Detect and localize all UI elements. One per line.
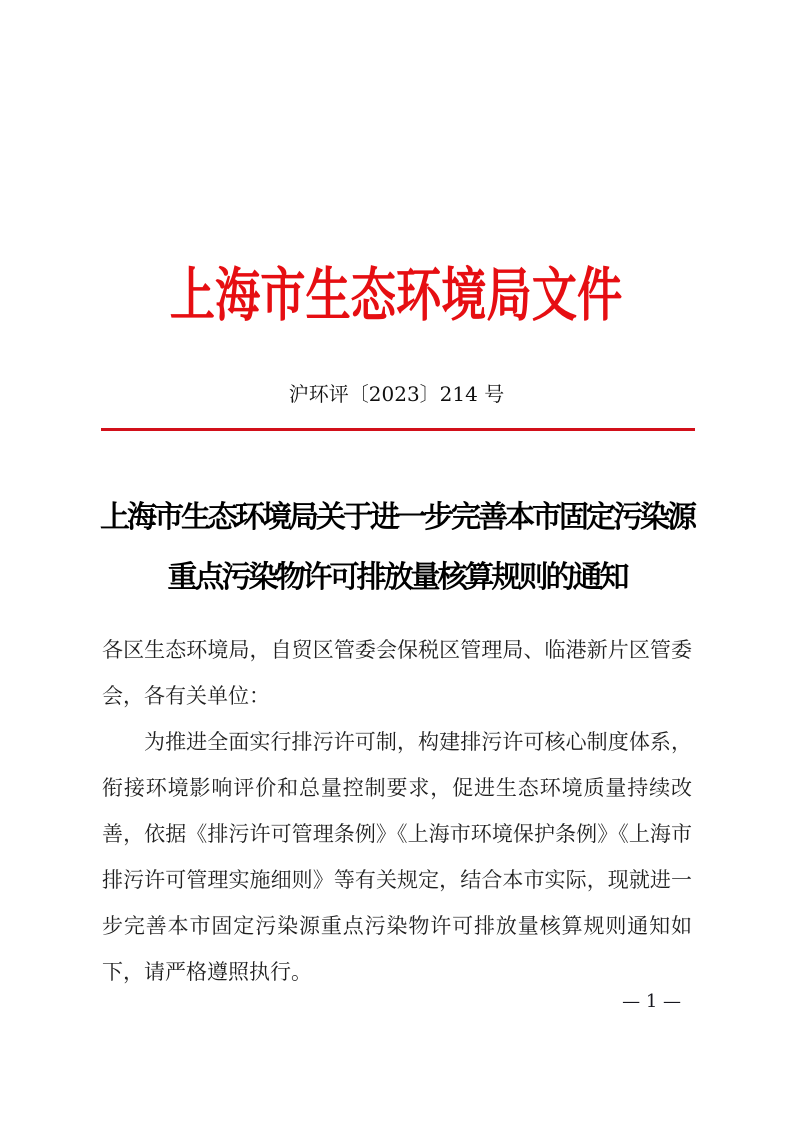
red-header-banner — [0, 262, 793, 343]
document-title-line2: 重点污染物许可排放量核算规则的通知 — [167, 560, 627, 595]
doc-reference-number: 沪环评〔2023〕214 号 — [288, 382, 505, 406]
document-title — [99, 488, 695, 608]
salutation-paragraph: 各区生态环境局，自贸区管委会保税区管理局、临港新片区管委会，各有关单位： — [102, 638, 692, 708]
document-body — [102, 627, 692, 995]
page-number: — 1 — — [622, 991, 681, 1012]
agency-header-title: 上海市生态环境局文件 — [170, 261, 623, 329]
document-title-line1: 上海市生态环境局关于进一步完善本市固定污染源 — [100, 500, 694, 535]
red-divider-line — [101, 428, 695, 431]
body-paragraph: 为推进全面实行排污许可制，构建排污许可核心制度体系，衔接环境影响评价和总量控制要求，促进生态环境质量持续改善，依据《排污许可管理条例》《上海市环境保护条例》《上海市排污许可管理实施细则》等有关规定，结合本市实际，现就进一步完善本市固定污染源重点污染物许可排放量核算规则通知如下，请严格遵照执行。 — [102, 730, 692, 984]
